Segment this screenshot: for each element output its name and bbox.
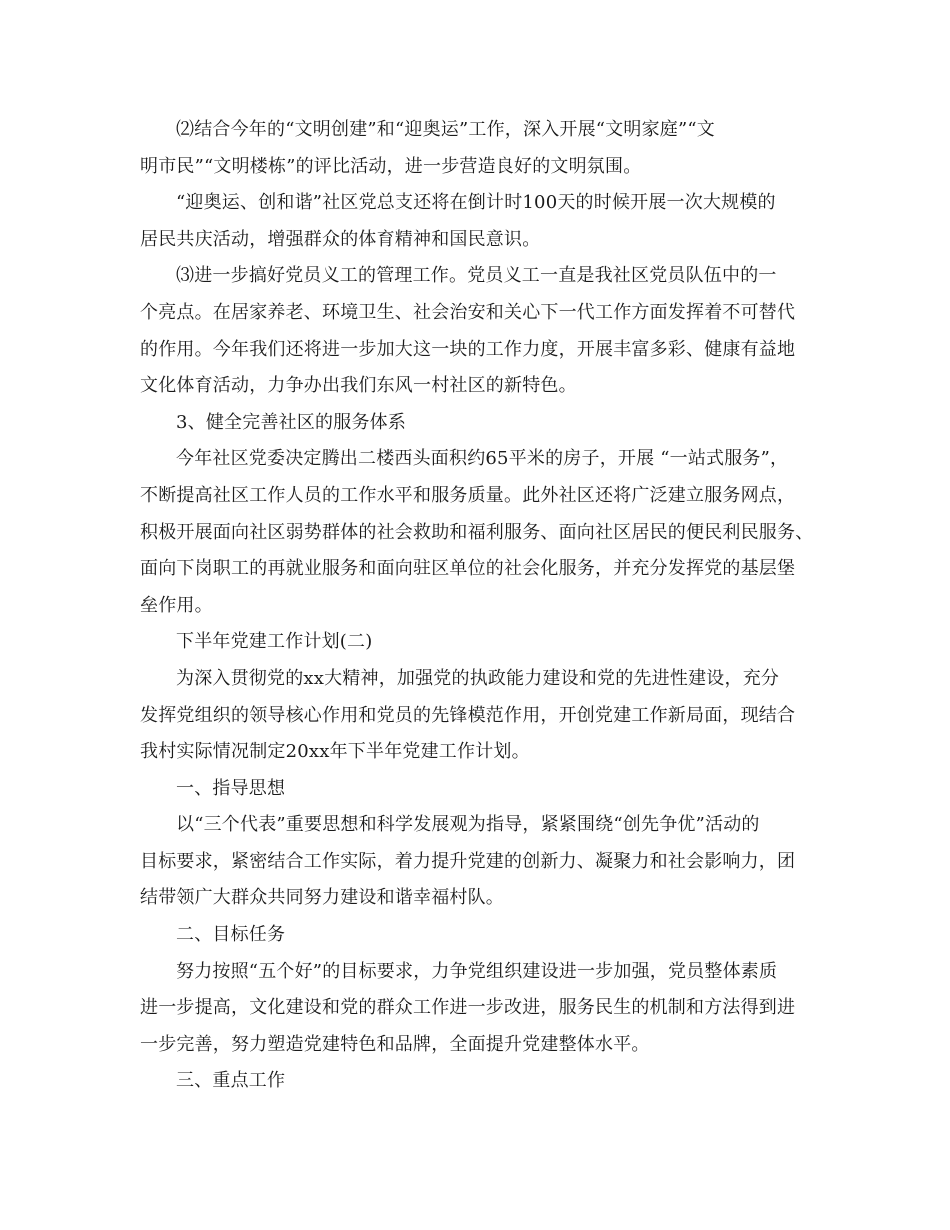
text-line: 今年社区党委决定腾出二楼西头面积约65平米的房子，开展 “一站式服务”，	[176, 448, 789, 470]
section-heading: 二、目标任务	[176, 924, 286, 946]
text-line: 的作用。今年我们还将进一步加大这一块的工作力度，开展丰富多彩、健康有益地	[140, 338, 796, 360]
text-line: 目标要求，紧密结合工作实际，着力提升党建的创新力、凝聚力和社会影响力，团	[140, 850, 796, 872]
text-line: 文化体育活动，力争办出我们东风一村社区的新特色。	[140, 375, 577, 397]
text-line: 个亮点。在居家养老、环境卫生、社会治安和关心下一代工作方面发挥着不可替代	[140, 301, 796, 323]
text-line: 努力按照“五个好”的目标要求，力争党组织建设进一步加强，党员整体素质	[176, 960, 778, 982]
text-line: 明市民”“文明楼栋”的评比活动，进一步营造良好的文明氛围。	[140, 155, 642, 177]
document-body	[140, 112, 824, 1100]
text-line: 为深入贯彻党的xx大精神，加强党的执政能力建设和党的先进性建设，充分	[176, 667, 780, 689]
text-line: “迎奥运、创和谐”社区党总支还将在倒计时100天的时候开展一次大规模的	[176, 192, 776, 214]
text-line: ⑶进一步搞好党员义工的管理工作。党员义工一直是我社区党员队伍中的一	[176, 265, 777, 287]
text-line: 以“三个代表”重要思想和科学发展观为指导，紧紧围绕“创先争优”活动的	[176, 814, 760, 836]
section-heading: 三、重点工作	[176, 1070, 286, 1092]
text-line: ⑵结合今年的“文明创建”和“迎奥运”工作，深入开展“文明家庭”“文	[176, 119, 716, 140]
section-heading: 一、指导思想	[176, 777, 286, 799]
text-line: 结带领广大群众共同努力建设和谐幸福村队。	[140, 887, 504, 909]
text-line: 我村实际情况制定20xx年下半年党建工作计划。	[140, 741, 530, 763]
text-line: 发挥党组织的领导核心作用和党员的先锋模范作用，开创党建工作新局面，现结合	[140, 704, 796, 726]
text-line: 一步完善，努力塑造党建特色和品牌，全面提升党建整体水平。	[140, 1033, 650, 1055]
text-line: 垒作用。	[140, 594, 213, 616]
text-line: 不断提高社区工作人员的工作水平和服务质量。此外社区还将广泛建立服务网点，	[140, 484, 796, 506]
text-line: 进一步提高，文化建设和党的群众工作进一步改进，服务民生的机制和方法得到进	[140, 997, 796, 1019]
text-line: 居民共庆活动，增强群众的体育精神和国民意识。	[140, 228, 541, 250]
text-line: 积极开展面向社区弱势群体的社会救助和福利服务、面向社区居民的便民利民服务、	[140, 521, 814, 543]
section-heading: 3、健全完善社区的服务体系	[176, 411, 407, 433]
document-subtitle: 下半年党建工作计划(二)	[176, 631, 373, 653]
text-line: 面向下岗职工的再就业服务和面向驻区单位的社会化服务，并充分发挥党的基层堡	[140, 558, 796, 580]
